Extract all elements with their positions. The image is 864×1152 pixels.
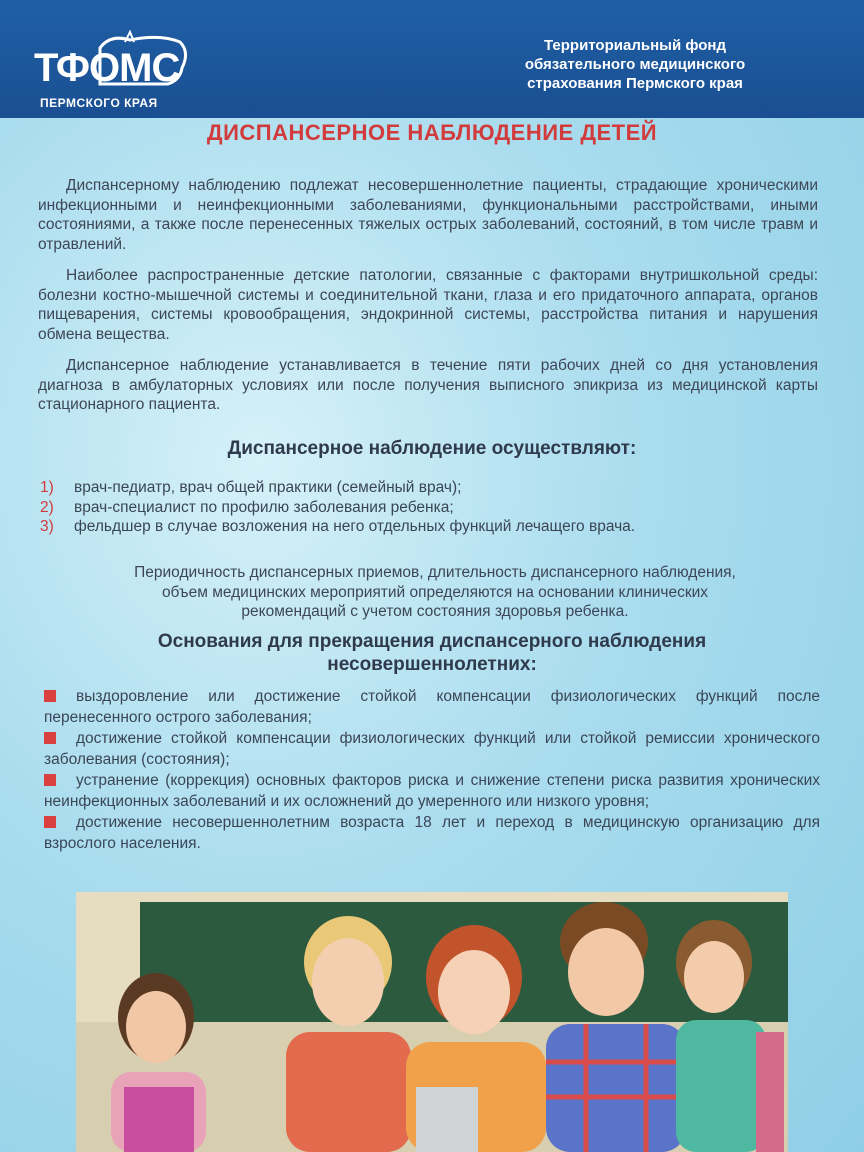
periodicity-paragraph xyxy=(40,563,830,622)
list-number: 3) xyxy=(40,518,54,535)
periodicity-line-2: объем медицинских мероприятий определяются на основании клинических xyxy=(161,583,709,601)
list-item xyxy=(40,478,820,498)
fund-line-3: страхования Пермского края xyxy=(527,75,743,92)
page-title: ДИСПАНСЕРНОЕ НАБЛЮДЕНИЕ ДЕТЕЙ xyxy=(206,120,658,145)
paragraph-1: Диспансерному наблюдению подлежат несовершеннолетние пациенты, страдающие хроническими инфекционными и неинфекционными заболеваниями, функциональными расстройствами, иными состояниями, а также после перенесенных тяжелых острых заболеваний, состояний, в том числе травм и отравлений. xyxy=(38,177,818,253)
periodicity-line-1: Периодичность диспансерных приемов, длительность диспансерного наблюдения, xyxy=(134,564,736,581)
heading-grounds-line-1: Основания для прекращения диспансерного наблюдения xyxy=(157,631,707,652)
red-square-bullet-icon xyxy=(44,690,56,702)
children-illustration xyxy=(76,892,788,1152)
fund-line-1: Территориальный фонд xyxy=(543,37,727,54)
grounds-list xyxy=(44,686,820,854)
list-text: выздоровление или достижение стойкой компенсации физиологических функций после перенесенного острого заболевания; xyxy=(44,688,820,726)
children-photo xyxy=(76,892,788,1152)
list-text: врач-специалист по профилю заболевания ребенка; xyxy=(74,498,454,516)
list-item xyxy=(44,770,820,812)
list-text: устранение (коррекция) основных факторов риска и снижение степени риска развития хронических неинфекционных заболеваний и их осложнений до умеренного или низкого уровня; xyxy=(44,772,820,810)
list-item xyxy=(44,686,820,728)
list-item xyxy=(40,517,820,537)
list-number: 2) xyxy=(40,498,54,516)
list-item xyxy=(44,812,820,854)
logo-subtitle: ПЕРМСКОГО КРАЯ xyxy=(40,96,158,110)
list-item xyxy=(40,498,820,518)
fund-line-2: обязательного медицинского xyxy=(524,56,746,73)
heading-grounds xyxy=(0,630,864,676)
performers-list xyxy=(40,478,820,537)
list-text: достижение стойкой компенсации физиологических функций или стойкой ремиссии хронического заболевания (состояния); xyxy=(44,730,820,768)
list-text: достижение несовершеннолетним возраста 18 лет и переход в медицинскую организацию для взрослого населения. xyxy=(44,814,820,852)
list-number: 1) xyxy=(40,479,54,496)
list-text: фельдшер в случае возложения на него отдельных функций лечащего врача. xyxy=(74,518,636,535)
periodicity-line-3: рекомендаций с учетом состояния здоровья ребенка. xyxy=(241,603,629,620)
red-square-bullet-icon xyxy=(44,732,56,744)
header-band xyxy=(0,0,864,118)
list-text: врач-педиатр, врач общей практики (семейный врач); xyxy=(74,479,462,496)
heading-performers: Диспансерное наблюдение осуществляют: xyxy=(227,438,637,459)
fund-name xyxy=(490,36,780,93)
red-square-bullet-icon xyxy=(44,816,56,828)
list-item xyxy=(44,728,820,770)
heading-grounds-line-2: несовершеннолетних: xyxy=(327,654,537,675)
paragraph-3: Диспансерное наблюдение устанавливается в течение пяти рабочих дней со дня установления диагноза в амбулаторных условиях или после получения выписного эпикриза из медицинской карты стационарного пациента. xyxy=(38,357,818,413)
red-square-bullet-icon xyxy=(44,774,56,786)
paragraph-2: Наиболее распространенные детские патологии, связанные с факторами внутришкольной среды: болезни костно-мышечной системы и соединительной ткани, глаза и его придаточного аппарата, органов пищеварения, системы кровообращения, эндокринной системы, расстройства питания и нарушения обмена вещества. xyxy=(38,267,818,343)
logo-text: ТФОМС xyxy=(34,46,180,90)
